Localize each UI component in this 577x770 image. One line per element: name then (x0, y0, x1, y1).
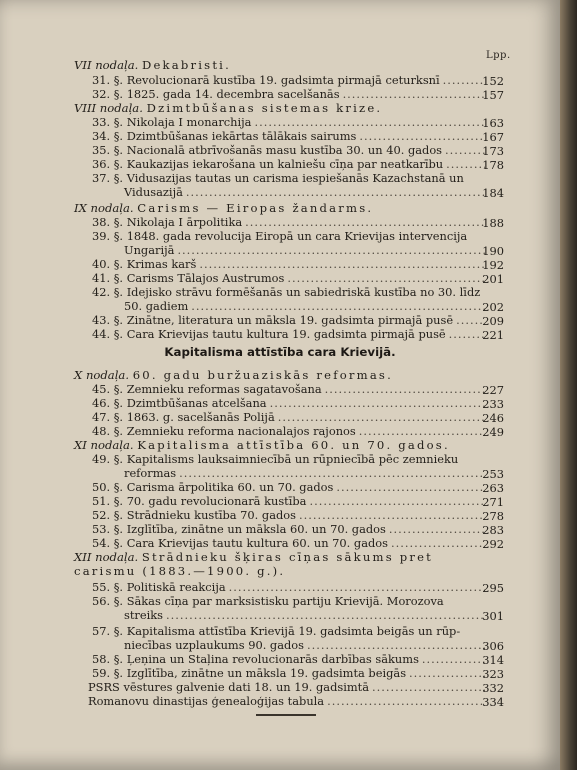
toc-entry: 32. §. 1825. gada 14. decembra sacelšanās ..... 157 (92, 87, 488, 101)
toc-entry: 48. §. Zemnieku reforma nacionalajos rajonos ..... 249 (92, 424, 488, 438)
chapter-heading: IX nodaļa. Carisms — Eiropas žandarms. (74, 201, 374, 215)
toc-entry: 38. §. Nikolaja I ārpolitika ..... 188 (92, 215, 488, 229)
toc-entry: 37. §. Vidusazijas tautas un carisma iespiešanās Kazachstanā un (92, 171, 464, 185)
toc-entry: 56. §. Sākas cīņa par marksistisku partiju Krievijā. Morozova (92, 594, 444, 608)
chapter-heading: XI nodaļa. Kapitalisma attīstība 60. un 70. gados. (74, 438, 450, 452)
toc-entry-continuation: streiks ..... 301 (124, 608, 488, 622)
toc-entry-continuation: reformas ..... 253 (124, 466, 488, 480)
toc-entry: 33. §. Nikolaja I monarchija ..... 163 (92, 115, 488, 129)
toc-entry: 36. §. Kaukazijas iekarošana un kalniešu cīņa par neatkarību ..... 178 (92, 157, 488, 171)
toc-entry: 35. §. Nacionalā atbrīvošanās masu kustība 30. un 40. gados ..... 173 (92, 143, 488, 157)
toc-entry: 44. §. Cara Krievijas tautu kultura 19. gadsimta pirmajā pusē ..... 221 (92, 327, 488, 341)
toc-entry: PSRS vēstures galvenie dati 18. un 19. gadsimtā ..... 332 (88, 680, 488, 694)
toc-entry: 53. §. Izglītība, zinātne un māksla 60. un 70. gados ..... 283 (92, 522, 488, 536)
toc-entry: 47. §. 1863. g. sacelšanās Polijā ..... 246 (92, 410, 488, 424)
toc-entry: 31. §. Revolucionarā kustība 19. gadsimta pirmajā ceturksnī ..... 152 (92, 73, 488, 87)
toc-entry: 41. §. Carisms Tālajos Austrumos ..... 201 (92, 271, 488, 285)
toc-entry: 34. §. Dzimtbūšanas iekārtas tālākais sairums ..... 167 (92, 129, 488, 143)
chapter-heading-continuation: carismu (1883.—1900. g.). (74, 564, 286, 578)
toc-entry: 55. §. Politiskā reakcija ..... 295 (92, 580, 488, 594)
toc-entry: Romanovu dinastijas ģenealoģijas tabula ..... 334 (88, 694, 488, 708)
toc-entry-continuation: Vidusazijā ..... 184 (124, 185, 488, 199)
toc-entry: 42. §. Idejisko strāvu formēšanās un sabiedriskā kustība no 30. līdz (92, 285, 481, 299)
toc-entry-continuation: niecības uzplaukums 90. gados ..... 306 (124, 638, 488, 652)
chapter-heading: X nodaļa. 60. gadu buržuaziskās reformas. (74, 368, 393, 382)
toc-entry: 57. §. Kapitalisma attīstība Krievijā 19. gadsimta beigās un rūp- (92, 624, 461, 638)
toc-entry: 51. §. 70. gadu revolucionarā kustība ..... 271 (92, 494, 488, 508)
end-rule (256, 714, 316, 716)
toc-entry: 40. §. Krimas karš ..... 192 (92, 257, 488, 271)
toc-entry: 39. §. 1848. gada revolucija Eiropā un cara Krievijas intervencija (92, 229, 468, 243)
section-title: Kapitalisma attīstība cara Krievijā. (164, 345, 396, 359)
toc-entry-continuation: Ungarijā ..... 190 (124, 243, 488, 257)
chapter-heading: VIII nodaļa. Dzimtbūšanas sistemas krize. (74, 101, 383, 115)
toc-entry: 58. §. Ļeņina un Staļina revolucionarās darbības sākums ..... 314 (92, 652, 488, 666)
toc-entry: 52. §. Strādnieku kustība 70. gados ..... 278 (92, 508, 488, 522)
toc-entry: 59. §. Izglītība, zinātne un māksla 19. gadsimta beigās ..... 323 (92, 666, 488, 680)
page-column-header: Lpp. (486, 50, 511, 61)
toc-entry: 43. §. Zinātne, literatura un māksla 19. gadsimta pirmajā pusē ..... 209 (92, 313, 488, 327)
toc-entry: 46. §. Dzimtbūšanas atcelšana ..... 233 (92, 396, 488, 410)
chapter-heading: XII nodaļa. Strādnieku šķiras cīņas sākums pret (74, 550, 434, 564)
toc-entry: 54. §. Cara Krievijas tautu kultura 60. un 70. gados ..... 292 (92, 536, 488, 550)
toc-entry: 45. §. Zemnieku reformas sagatavošana ..... 227 (92, 382, 488, 396)
page-edge (560, 0, 577, 770)
toc-entry: 50. §. Carisma ārpolitika 60. un 70. gados ..... 263 (92, 480, 488, 494)
toc-entry: 49. §. Kapitalisms lauksaimniecībā un rūpniecībā pēc zemnieku (92, 452, 459, 466)
chapter-heading: VII nodaļa. Dekabristi. (74, 58, 231, 72)
toc-entry-continuation: 50. gadiem ..... 202 (124, 299, 488, 313)
